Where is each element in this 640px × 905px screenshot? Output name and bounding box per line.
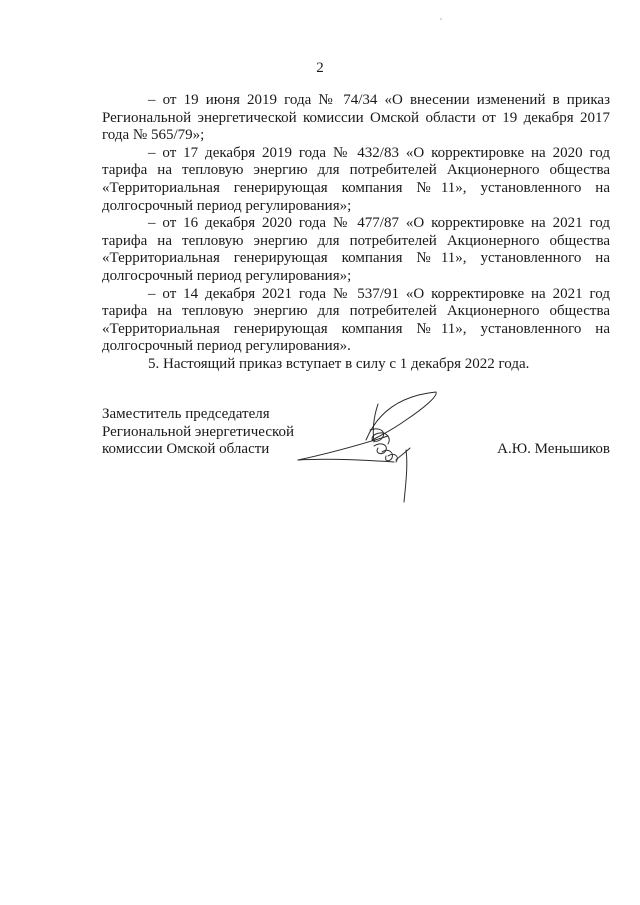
list-item-order-537-91: – от 14 декабря 2021 года № 537/91 «О корректировке на 2021 год тарифа на тепловую энергию для потребителей Акционерного общества «Территориальная генерирующая компания №11», установленного на долгосрочный период регулирования». [102,285,610,355]
list-item-order-432-83: – от 17 декабря 2019 года № 432/83 «О корректировке на 2020 год тарифа на тепловую энергию для потребителей Акционерного общества «Территориальная генерирующая компания №11», установленного на долгосрочный период регулирования»; [102,144,610,214]
list-item-order-477-87: – от 16 декабря 2020 года № 477/87 «О корректировке на 2021 год тарифа на тепловую энергию для потребителей Акционерного общества «Территориальная генерирующая компания №11», установленного на долгосрочный период регулирования»; [102,215,610,284]
signatory-title-line: Заместитель председателя [102,406,270,422]
signatory-title-line: комиссии Омской области [102,441,270,458]
signatory-title-line: Региональной энергетической [102,423,295,440]
document-body [102,92,610,374]
effective-date-clause: 5. Настоящий приказ вступает в силу с 1 декабря 2022 года. [148,355,530,372]
list-item-order-74-34: – от 19 июня 2019 года № 74/34 «О внесении изменений в приказ Региональной энергетической комиссии Омской области от 19 декабря 2017 года № 565/79»; [102,92,610,144]
handwritten-signature [296,386,446,506]
page-number: 2 [316,60,324,76]
signatory-name: А.Ю. Меньшиков [497,441,610,457]
scan-speck [440,18,442,20]
